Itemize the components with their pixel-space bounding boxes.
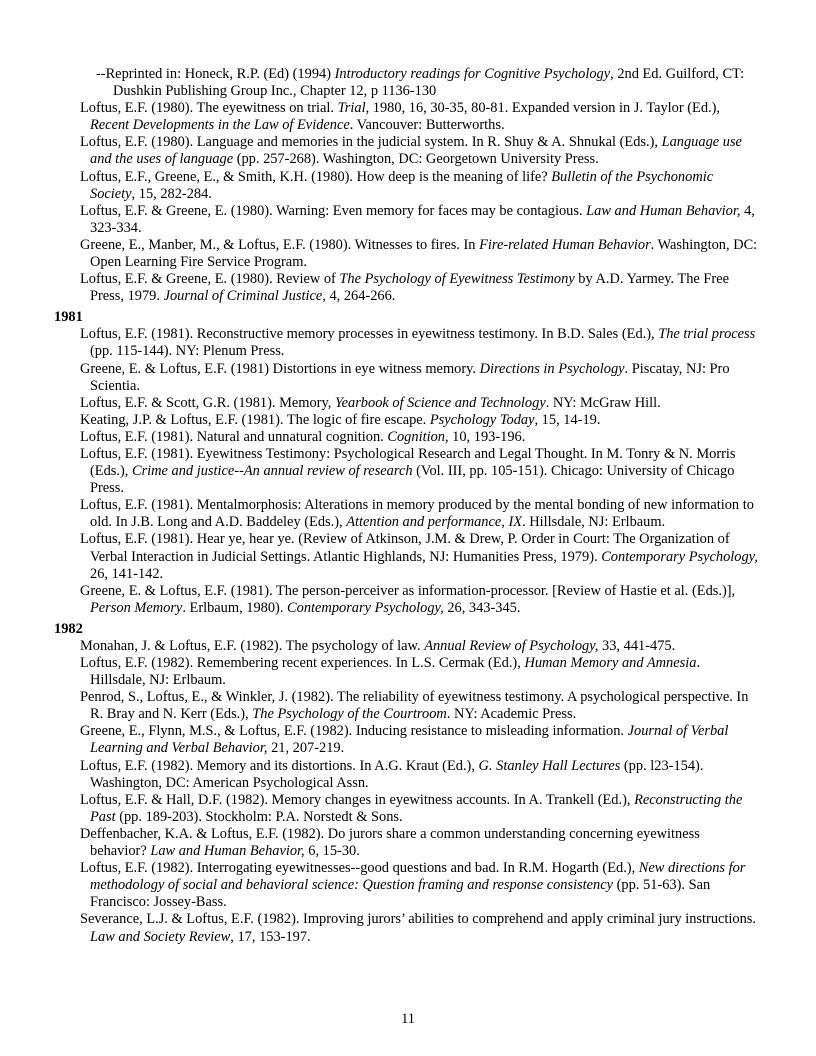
reference-entry (80, 134, 758, 168)
reference-title-italic: Contemporary Psychology, (287, 599, 444, 616)
reference-text: Loftus, E.F. (1981). Natural and unnatural cognition. (80, 428, 388, 445)
reference-title-italic: The trial process (658, 326, 756, 343)
reference-title-italic: Annual Review of Psychology, (424, 637, 599, 654)
reference-text: Loftus, E.F. (1982). Memory and its distortions. In A.G. Kraut (Ed.), (80, 757, 479, 774)
reference-title-italic: Trial (337, 100, 366, 117)
reference-title-italic: Reconstructing the Past (90, 791, 743, 825)
reference-title-italic: Person Memory (90, 599, 183, 616)
reference-title-italic: Law and Human Behavior, (150, 843, 305, 860)
reference-entry (80, 723, 758, 757)
reference-text: Deffenbacher, K.A. & Loftus, E.F. (1982). Do jurors share a common understanding concerning eyewitness behavior? (80, 825, 700, 860)
reference-text: . Vancouver: Butterworths. (349, 117, 505, 134)
year-heading: 1981 (54, 309, 83, 326)
reference-text: Loftus, E.F. & Hall, D.F. (1982). Memory changes in eyewitness accounts. In A. Trankell (Ed.), (80, 791, 635, 808)
reference-text: Greene, E. & Loftus, E.F. (1981). The person-perceiver as information-processor. [Review of Hastie et al. (Eds.)], (80, 582, 736, 599)
reference-text: . Washington, DC: Open Learning Fire Service Program. (90, 236, 758, 271)
reference-entry (80, 638, 758, 655)
reference-text: Loftus, E.F., Greene, E., & Smith, K.H. (1980). How deep is the meaning of life? (80, 168, 552, 185)
reference-text: , 15, 282-284. (131, 185, 212, 202)
reference-text: Loftus, E.F. (1980). Language and memories in the judicial system. In R. Shuy & A. Shnukal (Eds.), (80, 134, 662, 151)
reference-entry (80, 169, 758, 203)
reference-entry (80, 237, 758, 271)
reference-entry (80, 497, 758, 531)
reference-text: 26, 141-142. (90, 565, 164, 582)
reference-text: , 2nd Ed. Guilford, CT: Dushkin Publishing Group Inc., Chapter 12, p 1136-130 (113, 66, 745, 100)
reference-entry (80, 911, 758, 945)
reference-title-italic: The Psychology of the Courtroom (252, 706, 447, 723)
reference-text: Greene, E., Flynn, M.S., & Loftus, E.F. (1982). Inducing resistance to misleading information. (80, 723, 628, 740)
reference-entry (80, 100, 758, 134)
reference-entry (80, 860, 758, 911)
reference-entry (80, 271, 758, 305)
reference-title-italic: Psychology Today (429, 411, 535, 428)
reprint-note (96, 66, 758, 100)
reference-title-italic: New directions for methodology of social and behavioral science: Question framing and response consistency (90, 860, 746, 894)
reference-text: 21, 207-219. (267, 740, 345, 757)
reference-title-italic: Attention and performance, IX (346, 514, 523, 531)
reference-entry (80, 395, 758, 412)
reference-text: (pp. 51-63). San Francisco: Jossey-Bass. (90, 877, 711, 911)
reference-text: by A.D. Yarmey. The Free Press, 1979. (90, 271, 729, 305)
reference-text: (Vol. III, pp. 105-151). Chicago: University of Chicago Press. (90, 463, 735, 497)
reference-text: (pp. 257-268). Washington, DC: Georgetown University Press. (233, 151, 599, 168)
reference-title-italic: Yearbook of Science and Technology (334, 394, 546, 411)
reference-text: , 17, 153-197. (230, 928, 311, 945)
reference-text: Greene, E. & Loftus, E.F. (1981) Distortions in eye witness memory. (80, 360, 480, 377)
reference-entry (80, 412, 758, 429)
reference-text: . NY: McGraw Hill. (545, 394, 661, 411)
reference-entry (80, 655, 758, 689)
reference-text: 6, 15-30. (304, 843, 360, 860)
reference-entry (80, 792, 758, 826)
reference-text: 26, 343-345. (443, 599, 521, 616)
reference-text: . NY: Academic Press. (446, 706, 577, 723)
reference-title-italic: G. Stanley Hall Lectures (478, 757, 621, 774)
reference-text: Greene, E., Manber, M., & Loftus, E.F. (1980). Witnesses to fires. In (80, 236, 480, 253)
reference-text: Penrod, S., Loftus, E., & Winkler, J. (1982). The reliability of eyewitness testimony. A psychological perspective. In R. Bray and N. Kerr (Eds.), (80, 689, 749, 723)
reference-text: Loftus, E.F. (1982). Remembering recent experiences. In L.S. Cermak (Ed.), (80, 655, 525, 671)
reference-text: --Reprinted in: Honeck, R.P. (Ed) (1994) (96, 66, 335, 82)
reference-title-italic: Human Memory and Amnesia (524, 655, 697, 671)
reference-title-italic: Crime and justice--An annual review of research (131, 463, 413, 480)
reference-title-italic: Fire-related Human Behavior (479, 236, 651, 253)
reference-entry (80, 689, 758, 723)
page-number: 11 (401, 1011, 415, 1027)
reference-title-italic: Law and Human Behavior, (586, 202, 741, 219)
bibliography-page (0, 66, 816, 946)
reference-entry (80, 326, 758, 360)
reference-entry (80, 583, 758, 617)
reference-text: Loftus, E.F. & Scott, G.R. (1981). Memory, (80, 394, 335, 411)
reference-entry (80, 361, 758, 395)
reference-text: Monahan, J. & Loftus, E.F. (1982). The psychology of law. (80, 637, 425, 654)
reference-text: (pp. 115-144). NY: Plenum Press. (90, 343, 285, 360)
reference-text: Loftus, E.F. (1981). Reconstructive memory processes in eyewitness testimony. In B.D. Sales (Ed.), (80, 326, 659, 343)
reference-text: . Erlbaum, 1980). (182, 599, 288, 616)
reference-title-italic: The Psychology of Eyewitness Testimony (339, 271, 575, 288)
reference-text: 4, 323-334. (90, 202, 755, 236)
reference-text: , 10, 193-196. (444, 428, 526, 445)
year-heading: 1982 (54, 620, 83, 637)
reference-title-italic: Language use and the uses of language (90, 134, 742, 168)
reference-entry (80, 203, 758, 237)
reference-text: . Hillsdale, NJ: Erlbaum. (522, 514, 666, 531)
reference-text: 33, 441-475. (598, 637, 676, 654)
reference-title-italic: Introductory readings for Cognitive Psychology (334, 66, 611, 82)
reference-text: Loftus, E.F. (1982). Interrogating eyewitnesses--good questions and bad. In R.M. Hogarth (Ed.), (80, 860, 639, 877)
reference-entry (80, 826, 758, 860)
reference-entry (80, 758, 758, 792)
reference-text: , 1980, 16, 30-35, 80-81. Expanded version in J. Taylor (Ed.), (365, 100, 721, 117)
reference-text: , 15, 14-19. (534, 411, 601, 428)
reference-text: Keating, J.P. & Loftus, E.F. (1981). The logic of fire escape. (80, 411, 430, 428)
reference-title-italic: Directions in Psychology (479, 360, 625, 377)
reference-text: . Hillsdale, NJ: Erlbaum. (90, 655, 701, 689)
reference-title-italic: Recent Developments in the Law of Evidence (90, 117, 350, 134)
reference-entry (80, 446, 758, 497)
reference-text: 4, 264-266. (325, 288, 396, 305)
reference-text: Loftus, E.F. (1981). Hear ye, hear ye. (Review of Atkinson, J.M. & Drew, P. Order in Court: The Organization of Verbal Interaction in Judicial Settings. Atlantic Highlands, NJ: Humanities Press, 1979). (80, 531, 730, 565)
reference-title-italic: Contemporary Psychology, (601, 548, 758, 565)
reference-text: Loftus, E.F. (1980). The eyewitness on trial. (80, 100, 338, 117)
reference-title-italic: Law and Society Review (90, 928, 231, 945)
reference-text: Severance, L.J. & Loftus, E.F. (1982). Improving jurors’ abilities to comprehend and apply criminal jury instructions. (80, 911, 756, 928)
reference-entry (80, 429, 758, 446)
reference-text: Loftus, E.F. (1981). Mentalmorphosis: Alterations in memory produced by the mental bonding of new information to old. In J.B. Long and A.D. Baddeley (Eds.), (80, 497, 754, 531)
reference-title-italic: Cognition (387, 428, 445, 445)
reference-title-italic: Journal of Verbal Learning and Verbal Behavior, (90, 723, 729, 757)
reference-text: (pp. 189-203). Stockholm: P.A. Norstedt & Sons. (115, 808, 403, 825)
reference-entry (80, 531, 758, 582)
reference-text: . Piscatay, NJ: Pro Scientia. (90, 360, 730, 394)
reference-title-italic: Bulletin of the Psychonomic Society (90, 168, 714, 202)
reference-text: Loftus, E.F. & Greene, E. (1980). Review of (80, 271, 340, 288)
reference-title-italic: Journal of Criminal Justice, (163, 288, 326, 305)
reference-text: Loftus, E.F. & Greene, E. (1980). Warning: Even memory for faces may be contagious. (80, 202, 587, 219)
reference-text: (pp. l23-154). Washington, DC: American Psychological Assn. (90, 757, 704, 791)
reference-text: Loftus, E.F. (1981). Eyewitness Testimony: Psychological Research and Legal Thought. In M. Tonry & N. Morris (Eds.), (80, 445, 736, 480)
